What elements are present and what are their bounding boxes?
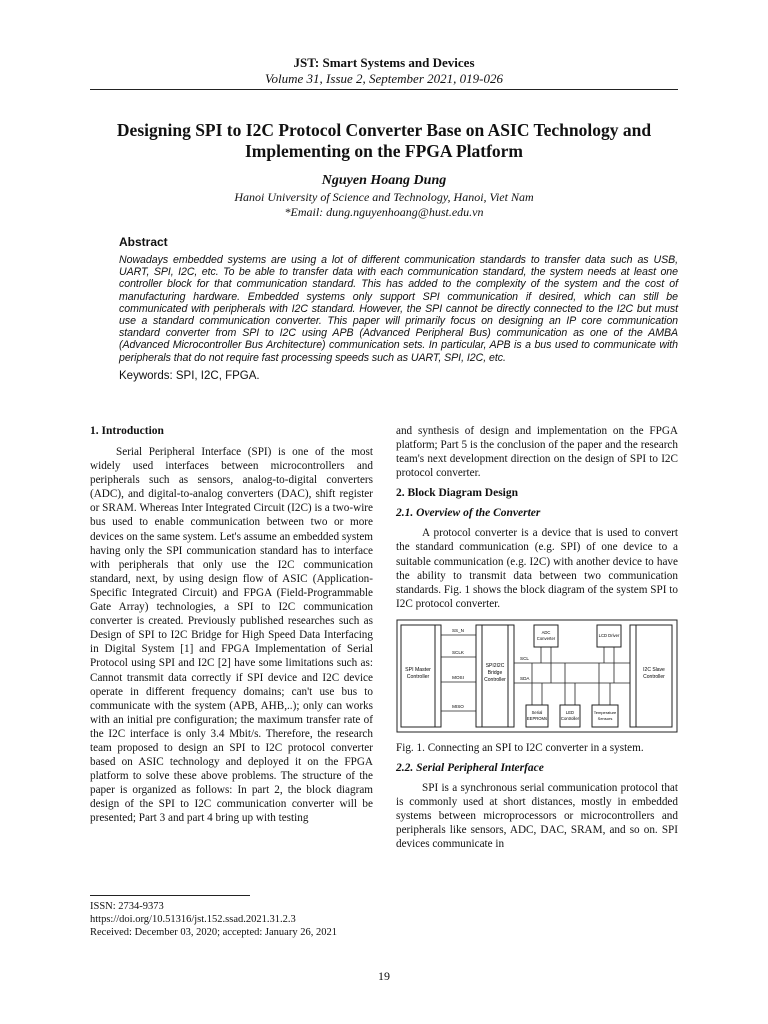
journal-name: JST: Smart Systems and Devices <box>293 55 475 70</box>
subsection-heading-spi: 2.2. Serial Peripheral Interface <box>396 762 544 775</box>
spi-pin-strip <box>435 625 441 727</box>
signal-mosi: MOSI <box>452 674 464 680</box>
led-label-1: LED <box>565 709 575 715</box>
spi-master-label-2: Controller <box>406 673 430 680</box>
eeprom-label-2: EEPROMs <box>526 715 548 721</box>
bridge-block <box>482 625 508 727</box>
footnote-block <box>90 900 337 939</box>
temperature-label-1: Temperature <box>593 709 617 715</box>
doi-link[interactable]: https://doi.org/10.51316/jst.152.ssad.2021.31.2.3 <box>90 914 296 925</box>
block-diagram <box>396 619 678 733</box>
eeprom-label-1: Serial <box>531 709 543 715</box>
keywords: Keywords: SPI, I2C, FPGA. <box>119 369 260 382</box>
introduction-paragraph: Serial Peripheral Interface (SPI) is one of the most widely used interfaces between microcontrollers and peripherals such as sensors, analog-to-digital converters (ADC), and digital-to-analog converters (DAC), shift register or SRAM. Whereas Inter Integrated Circuit (I2C) is a two-wire bus used to enable communication between two or more devices on the same system. Let's assume an embedded system having only the SPI communication standard has to interface with peripherals that only use the I2C communication standard, next, by using design flow of ASIC (Application-Specific Integrated Circuit) and FPGA (Field-Programmable Gate Array) technologies, a SPI to I2C communication converter is created. Previously published researches such as Design of SPI to I2C Bridge for High Speed Data Interfacing in Digital System [1] and FPGA Implementation of Serial Protocol using SPI and I2C [2] have some limitations such as: Cannot transmit data correctly if SPI device and I2C device operate in different frequency domains; can't use bus to communicate with the system (APB, AHB,..); only can works with an initial pre configuration; the maximum transfer rate of the I2C interface is only 3.4 Mbit/s. Therefore, the research team proposed to design an SPI to I2C protocol converter based on ASIC technology and deployed it on the FPGA platform to solve these above problems. The structure of the paper is organized as follows: In part 2, the block diagram design of the SPI to I2C communication converter will be presented; Part 3 and part 4 bring up with testing <box>90 446 373 825</box>
temperature-label-2: Sensors <box>597 715 613 721</box>
abstract-block <box>119 234 678 383</box>
signal-miso: MISO <box>452 703 464 709</box>
overview-paragraph: A protocol converter is a device that is used to convert the standard communication (e.g. SPI) of one device to a suitable communication (e.g. I2C) with another device to have the ability to transmit data between two communication standards. Fig. 1 shows the block diagram of the system SPI to I2C protocol converter. <box>396 527 678 610</box>
left-column <box>90 424 373 826</box>
footnote-rule <box>90 895 250 896</box>
led-label-2: Controller <box>560 715 580 721</box>
spi-paragraph: SPI is a synchronous serial communication protocol that is commonly used at short distances, mostly in embedded systems between microprocessors or microcontrollers and peripherals like sensors, ADC, DAC, SRAM, and so on. SPI devices communicate in <box>396 782 678 851</box>
i2c-pin-strip <box>630 625 636 727</box>
section-heading-introduction: 1. Introduction <box>90 425 164 437</box>
figure-caption: Fig. 1. Connecting an SPI to I2C converter in a system. <box>396 742 644 755</box>
received-dates: Received: December 03, 2020; accepted: January 26, 2021 <box>90 927 337 938</box>
author-email: *Email: dung.nguyenhoang@hust.edu.vn <box>284 205 484 219</box>
bridge-label-2: Bridge <box>487 669 503 676</box>
affiliation: Hanoi University of Science and Technology, Hanoi, Viet Nam <box>234 190 534 204</box>
abstract-heading: Abstract <box>119 235 168 249</box>
signal-scl: SCL <box>520 655 529 661</box>
adc-label-1: ADC <box>541 629 551 635</box>
spi-master-label-1: SPI Master <box>405 666 431 673</box>
signal-sda: SDA <box>520 675 530 681</box>
figure-1 <box>396 619 678 755</box>
lcd-label: LCD Driver <box>598 632 620 638</box>
i2c-slave-label-1: I2C Slave <box>643 666 665 673</box>
right-column <box>396 424 678 852</box>
issn: ISSN: 2734-9373 <box>90 901 164 912</box>
i2c-slave-label-2: Controller <box>643 673 665 680</box>
journal-header <box>0 55 768 87</box>
subsection-heading-overview: 2.1. Overview of the Converter <box>396 507 541 520</box>
author-affiliation-block <box>0 190 768 220</box>
journal-volume: Volume 31, Issue 2, September 2021, 019-026 <box>265 71 503 86</box>
page-number: 19 <box>378 969 390 983</box>
adc-label-2: Converter <box>536 635 556 641</box>
bridge-pin-strip-right <box>508 625 514 727</box>
bridge-label-3: Controller <box>484 676 506 683</box>
bridge-label-1: SPI2I2C <box>485 662 505 669</box>
section-heading-block-diagram: 2. Block Diagram Design <box>396 487 519 500</box>
introduction-continued: and synthesis of design and implementation on the FPGA platform; Part 5 is the conclusion of the paper and the research team's next development direction on the design of SPI to I2C protocol converter. <box>396 425 678 480</box>
bridge-pin-strip <box>476 625 482 727</box>
signal-ss-n: SS_N <box>451 627 465 633</box>
author-name: Nguyen Hoang Dung <box>321 173 447 188</box>
abstract-body: Nowadays embedded systems are using a lot of different communication standards to transfer data such as USB, UART, SPI, I2C, etc. To be able to transfer data with each communication standard, the system needs at least one controller block for that communication standard. This has added to the complexity of the system and the cost of manufacturing hardware. Embedded systems only support SPI communication if desired, which can still be communicated with peripherals with I2C standard. However, the SPI cannot be directly connected to the I2C but must use a standard communication converter. This paper will primarily focus on designing an IP core communication standard converter from SPI to I2C using APB (Advanced Peripheral Bus) communication as one of the AMBA (Advanced Microcontroller Bus Architecture) communication sets. In particular, APB is a bus used to communicate with peripherals that do not require fast processing speeds such as UART, SPI, I2C, etc. <box>119 254 678 364</box>
header-rule <box>90 89 678 90</box>
paper-title: Designing SPI to I2C Protocol Converter Base on ASIC Technology and Implementing on the FPGA Platform <box>116 120 652 161</box>
signal-sclk: SCLK <box>451 649 465 655</box>
